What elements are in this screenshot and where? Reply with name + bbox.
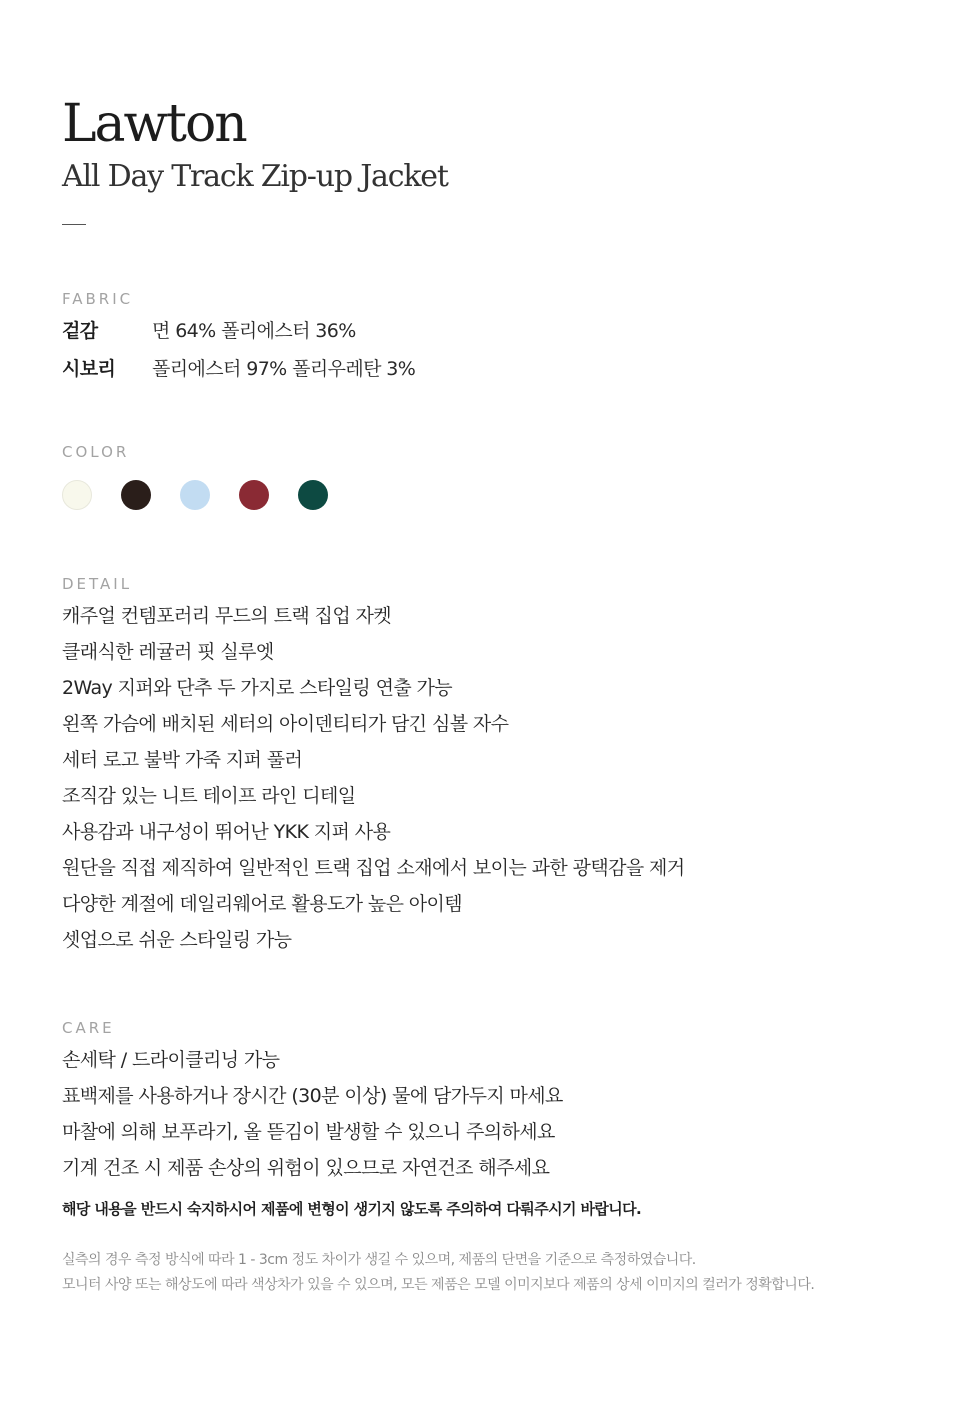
care-item: 표백제를 사용하거나 장시간 (30분 이상) 물에 담가두지 마세요 [62, 1085, 563, 1107]
care-item: 손세탁 / 드라이클리닝 가능 [62, 1049, 280, 1071]
care-warning: 해당 내용을 반드시 숙지하시어 제품에 변형이 생기지 않도록 주의하여 다뤄주시기 바랍니다. [62, 1200, 642, 1218]
care-list [62, 1042, 563, 1186]
fabric-value: 폴리에스터 97% 폴리우레탄 3% [152, 357, 416, 380]
detail-item: 원단을 직접 제직하여 일반적인 트랙 집업 소재에서 보이는 과한 광택감을 제거 [62, 857, 685, 879]
fabric-row [62, 352, 415, 382]
detail-item: 세터 로고 불박 가죽 지퍼 풀러 [62, 749, 303, 771]
detail-item: 캐주얼 컨템포러리 무드의 트랙 집업 자켓 [62, 605, 392, 627]
color-swatch-dark-green[interactable] [298, 480, 328, 510]
fabric-value: 면 64% 폴리에스터 36% [152, 319, 356, 342]
detail-item: 셋업으로 쉬운 스타일링 가능 [62, 929, 292, 951]
detail-list [62, 598, 685, 958]
fabric-row [62, 314, 356, 344]
product-name: All Day Track Zip-up Jacket [62, 159, 448, 194]
footnote: 모니터 사양 또는 해상도에 따라 색상차가 있을 수 있으며, 모든 제품은 모델 이미지보다 제품의 상세 이미지의 컬러가 정확합니다. [62, 1277, 815, 1293]
color-label: COLOR [62, 443, 130, 461]
detail-item: 다양한 계절에 데일리웨어로 활용도가 높은 아이템 [62, 893, 463, 915]
color-swatch-light-blue[interactable] [180, 480, 210, 510]
fabric-key: 시보리 [62, 357, 116, 380]
title-divider [62, 224, 86, 225]
care-item: 마찰에 의해 보푸라기, 올 뜯김이 발생할 수 있으니 주의하세요 [62, 1121, 555, 1143]
footnote: 실측의 경우 측정 방식에 따라 1 - 3cm 정도 차이가 생길 수 있으며, 제품의 단면을 기준으로 측정하였습니다. [62, 1252, 696, 1268]
detail-item: 클래식한 레귤러 핏 실루엣 [62, 641, 274, 663]
color-swatches [62, 480, 357, 510]
footnotes [62, 1248, 814, 1298]
fabric-label: FABRIC [62, 290, 134, 308]
detail-label: DETAIL [62, 575, 133, 593]
detail-item: 왼쪽 가슴에 배치된 세터의 아이덴티티가 담긴 심볼 자수 [62, 713, 509, 735]
care-item: 기계 건조 시 제품 손상의 위험이 있으므로 자연건조 해주세요 [62, 1157, 550, 1179]
detail-item: 사용감과 내구성이 뛰어난 YKK 지퍼 사용 [62, 821, 391, 843]
color-swatch-burgundy[interactable] [239, 480, 269, 510]
fabric-key: 겉감 [62, 319, 98, 342]
detail-item: 2Way 지퍼와 단추 두 가지로 스타일링 연출 가능 [62, 677, 453, 699]
care-label: CARE [62, 1019, 115, 1037]
brand-name: Lawton [62, 94, 246, 154]
detail-item: 조직감 있는 니트 테이프 라인 디테일 [62, 785, 356, 807]
color-swatch-ivory[interactable] [62, 480, 92, 510]
color-swatch-dark-brown[interactable] [121, 480, 151, 510]
